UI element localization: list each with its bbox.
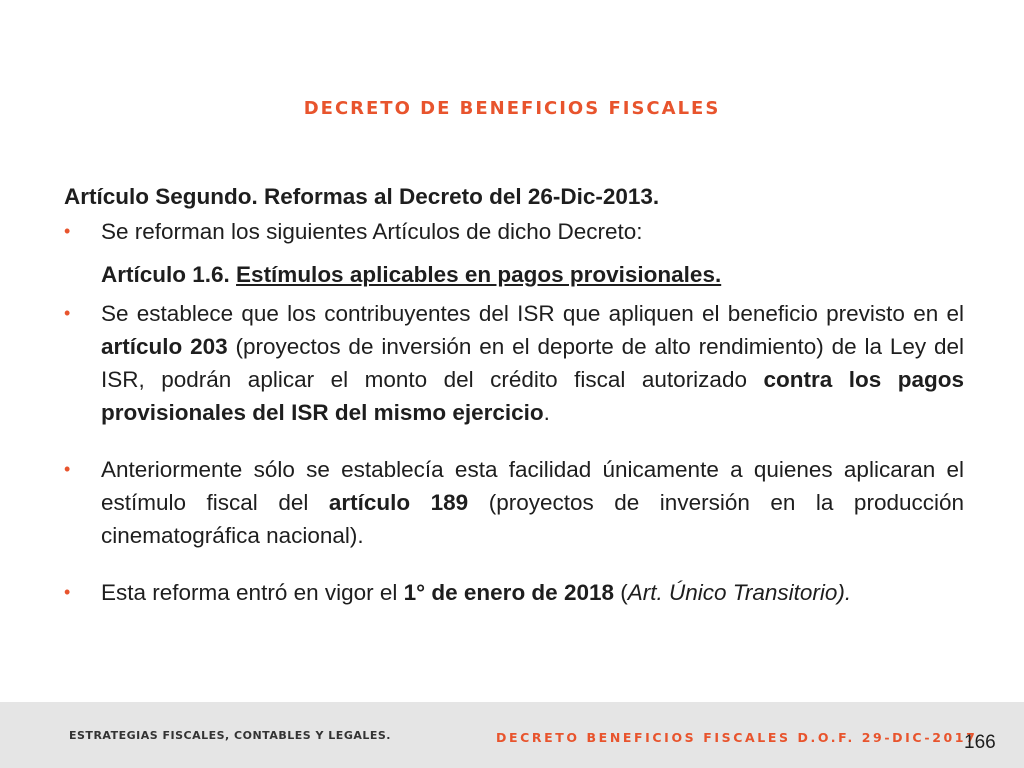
section-heading: Artículo Segundo. Reformas al Decreto del 26-Dic-2013. (64, 184, 660, 209)
bullet-previously (64, 453, 964, 552)
bullet-icon: • (64, 221, 71, 241)
slide-title: DECRETO DE BENEFICIOS FISCALES (303, 98, 721, 119)
footer-bar (0, 702, 1024, 768)
bullet-establishes (64, 297, 964, 429)
article-subheading (64, 258, 964, 291)
footer-document-title: DECRETO BENEFICIOS FISCALES D.O.F. 29-DIC-2017 (496, 730, 978, 745)
bullet-text: Esta reforma entró en vigor el 1° de enero de 2018 (Art. Único Transitorio). (101, 580, 852, 605)
bullet-icon: • (64, 303, 71, 323)
bullet-effective-date (64, 576, 964, 609)
bullet-text: Anteriormente sólo se establecía esta facilidad únicamente a quienes aplicaran el estímulo fiscal del artículo 189 (proyectos de inversión en la producción cinematográfica nacional). (101, 457, 965, 548)
footer-company: ESTRATEGIAS FISCALES, CONTABLES Y LEGALES. (69, 729, 391, 742)
bullet-text: Se establece que los contribuyentes del ISR que apliquen el beneficio previsto en el artículo 203 (proyectos de inversión en el deporte de alto rendimiento) de la Ley del ISR, podrán aplicar el monto del crédito fiscal autorizado contra los pagos provisionales del ISR del mismo ejercicio. (101, 301, 964, 425)
bullet-text: Se reforman los siguientes Artículos de dicho Decreto: (101, 219, 643, 244)
page-number: 166 (964, 732, 996, 753)
bullet-icon: • (64, 582, 71, 602)
bullet-icon: • (64, 459, 71, 479)
article-number: Artículo 1.6. (101, 262, 237, 287)
bullet-reforms (64, 215, 964, 248)
article-title: Estímulos aplicables en pagos provisionales. (236, 262, 722, 287)
slide-content (64, 180, 964, 617)
